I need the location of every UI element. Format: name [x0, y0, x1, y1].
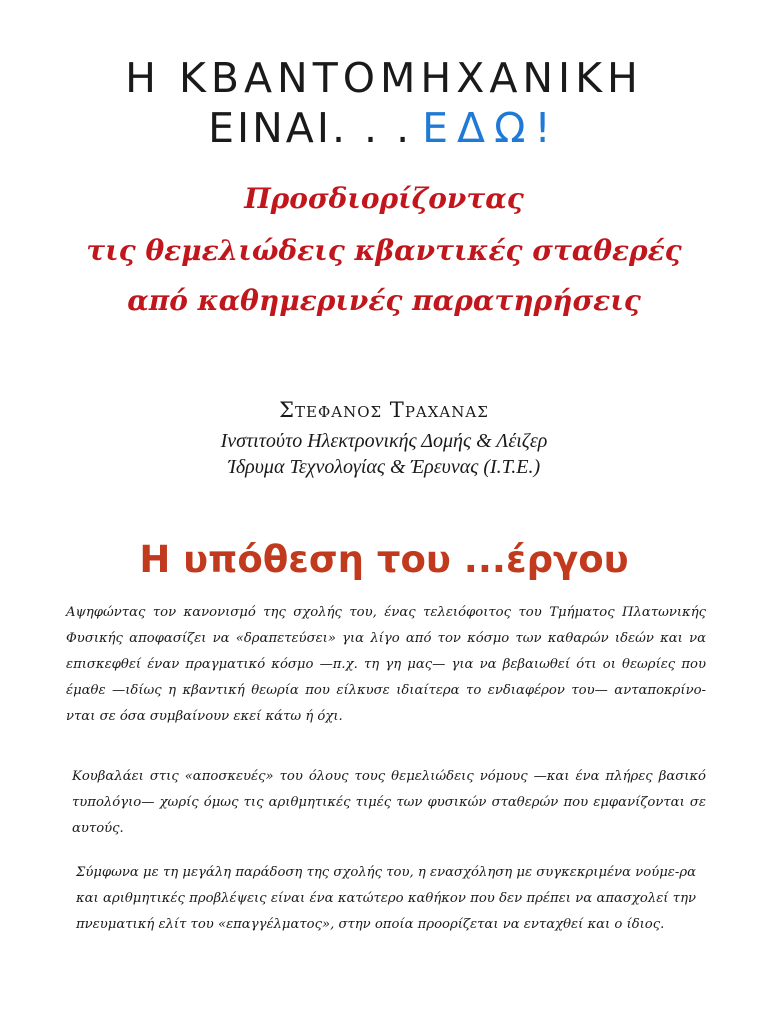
title-line-2-prefix: ΕΙΝΑΙ. . . [208, 104, 413, 152]
section-heading: Η υπόθεση του ...έργου [139, 538, 629, 581]
subtitle-line-2: τις θεμελιώδεις κβαντικές σταθερές [86, 234, 682, 267]
paragraph-1: Αψηφώντας τον κανονισμό της σχολής του, ένας τελειόφοιτος του Τμήματος Πλατωνικής Φυσικής αποφασίζει να «δραπετεύσει» για λίγο από τον κόσμο των καθαρών ιδεών και να επισκεφθεί έναν πραγματικό κόσμο —π.χ. τη γη μας— για να βεβαιωθεί ότι οι θεωρίες που έμαθε —ιδίως η κβαντική θεωρία που είλκυσε ιδιαίτερα το ενδιαφέρον του— ανταποκρίνο-νται σε όσα συμβαίνουν εκεί κάτω ή όχι. [66, 605, 706, 724]
paragraph-3: Σύμφωνα με τη μεγάλη παράδοση της σχολής του, η ενασχόληση με συγκεκριμένα νούμε-ρα και αριθμητικές προβλέψεις είναι ένα κατώτερο καθήκον που δεν πρέπει να απασχολεί την πνευματική ελίτ του «επαγγέλματος», στην οποία προορίζεται να ενταχθεί και ο ίδιος. [76, 865, 696, 932]
subtitle-line-3: από καθημερινές παρατηρήσεις [127, 284, 641, 317]
title-accent: ΕΔΩ! [422, 104, 560, 152]
title-line-1: Η ΚΒΑΝΤΟΜΗΧΑΝΙΚΗ [125, 54, 643, 102]
author-name: Στεφανοσ Τραχανασ [279, 398, 489, 422]
title-line-2 [0, 104, 768, 152]
institute-line-1: Ινστιτούτο Ηλεκτρονικής Δομής & Λέιζερ [220, 430, 548, 452]
institute-line-2: Ίδρυμα Τεχνολογίας & Έρευνας (Ι.Τ.Ε.) [227, 456, 541, 478]
paragraph-2: Κουβαλάει στις «αποσκευές» του όλους τους θεμελιώδεις νόμους —και ένα πλήρες βασικό τυπολόγιο— χωρίς όμως τις αριθμητικές τιμές των φυσικών σταθερών που εμφανίζονται σε αυτούς. [72, 769, 706, 836]
subtitle-line-1: Προσδιορίζοντας [244, 182, 524, 215]
